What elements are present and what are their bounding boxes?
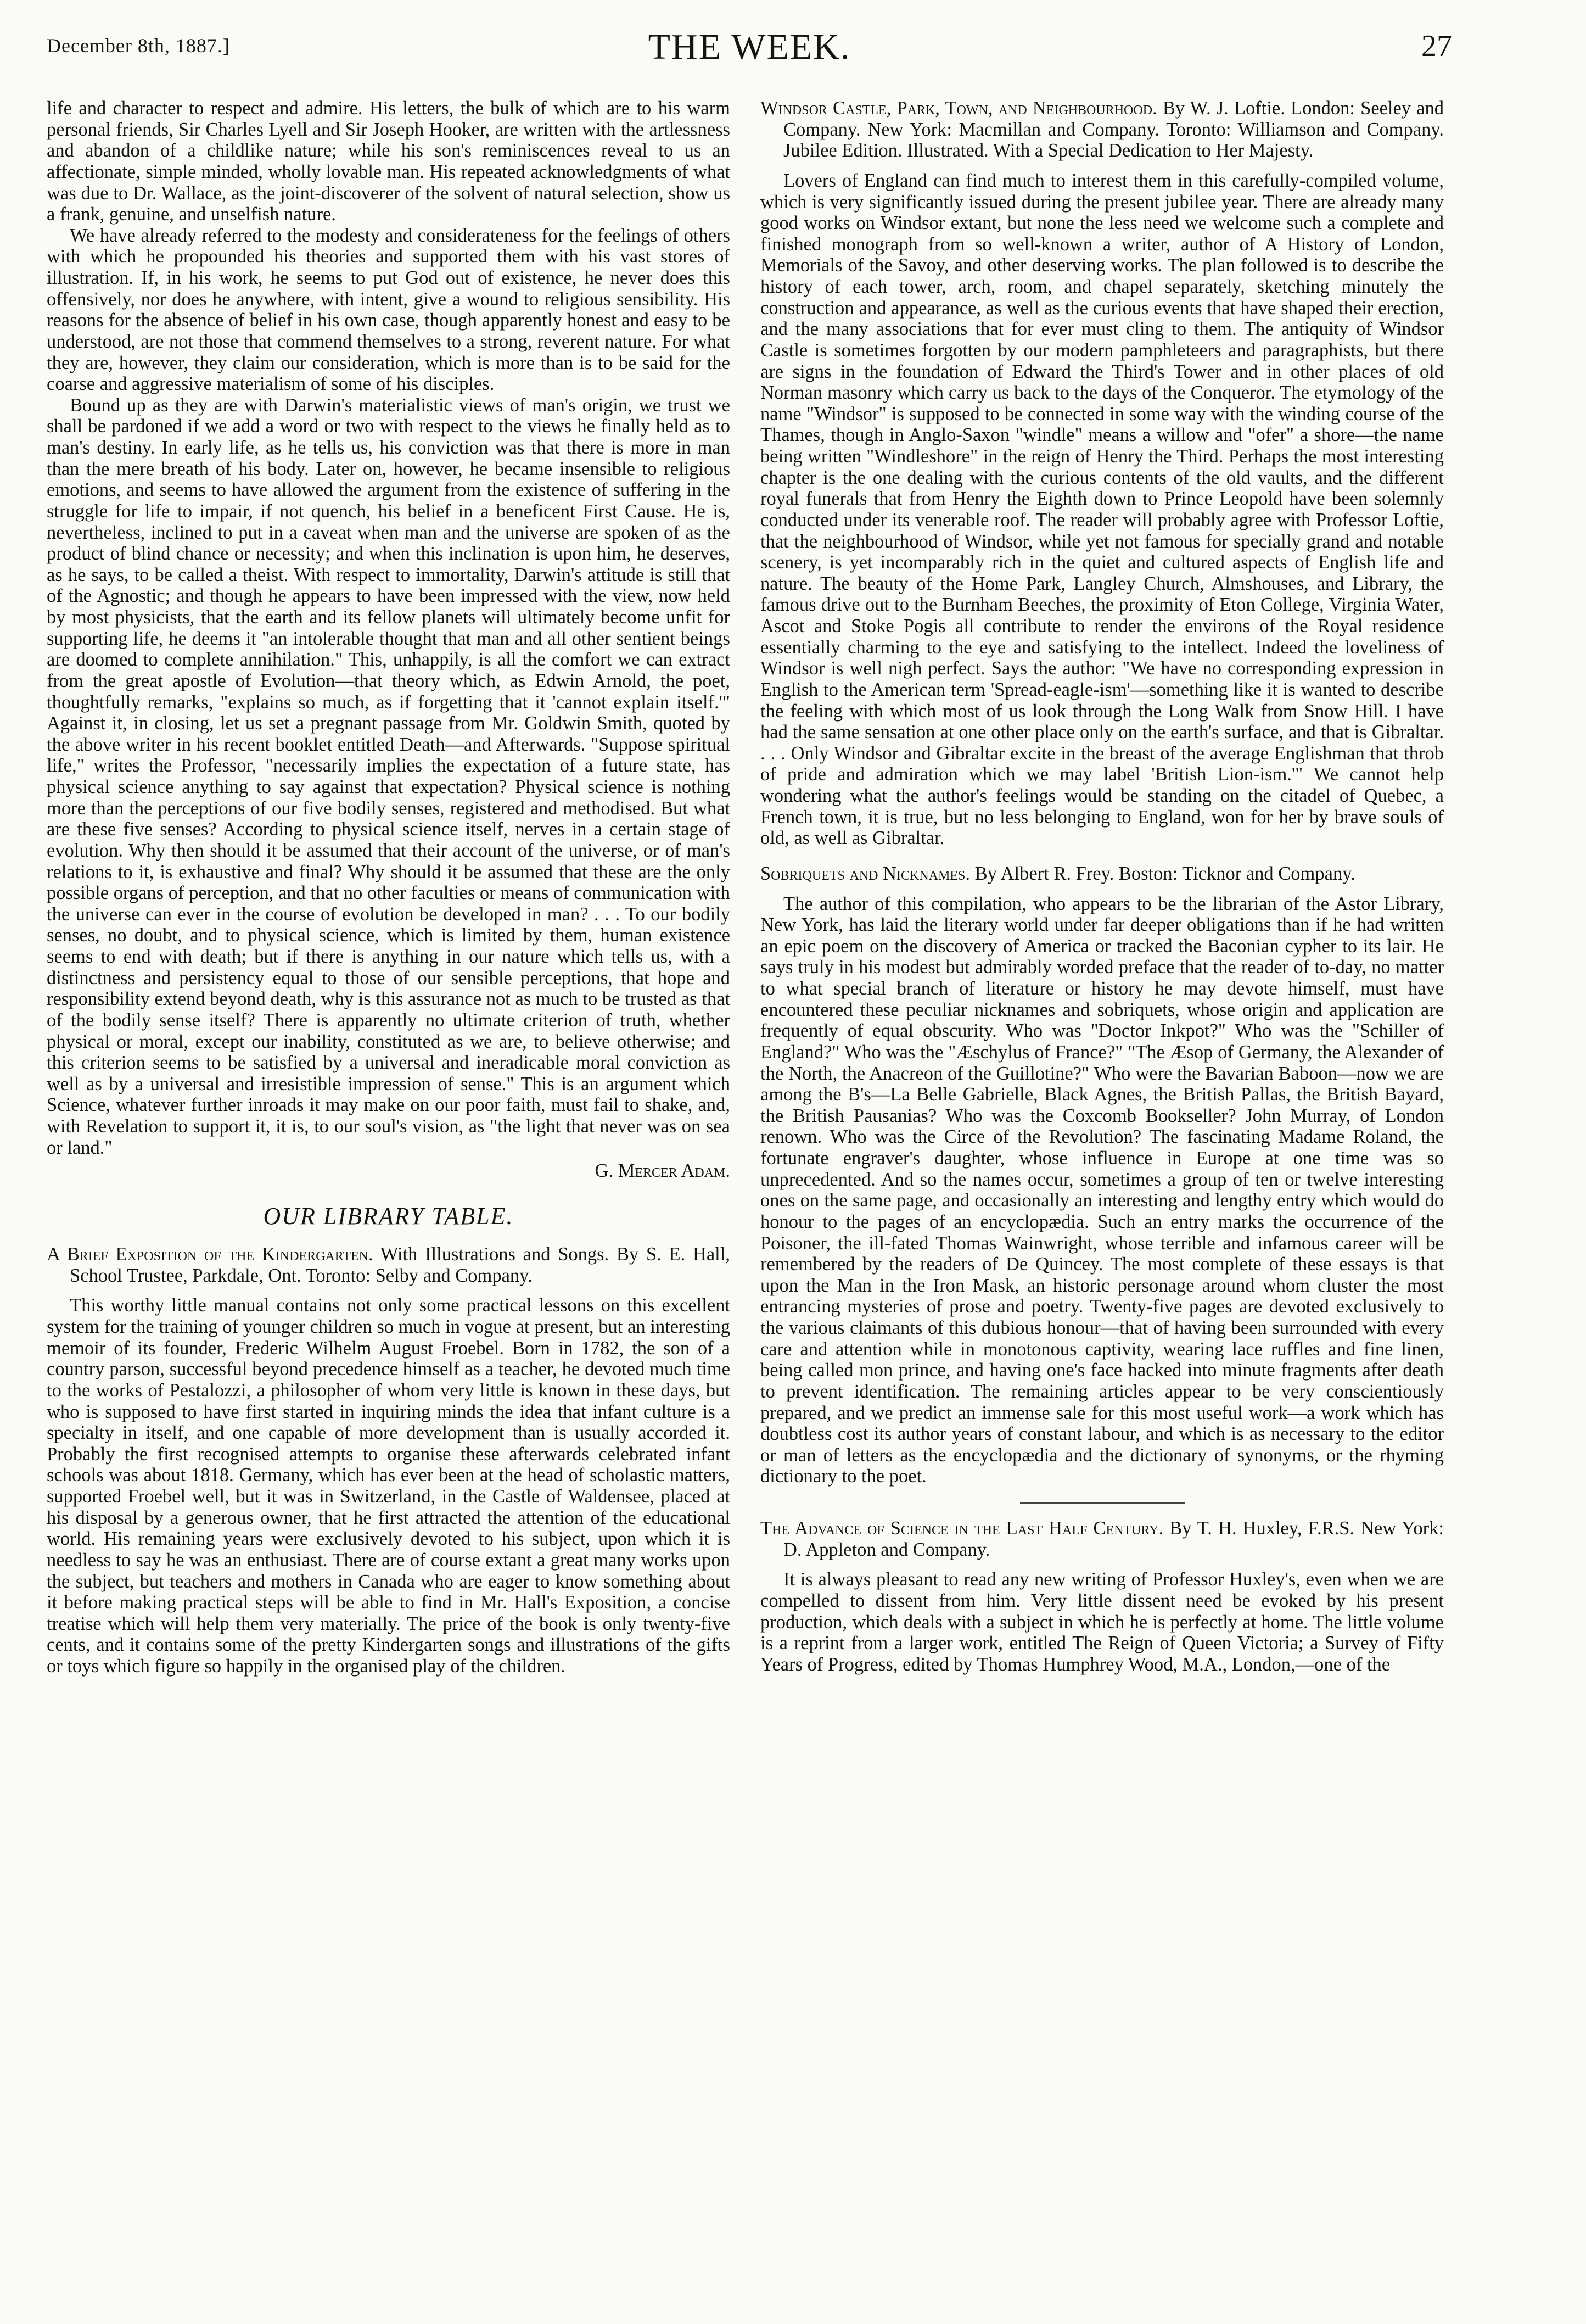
- left-column: [47, 98, 730, 1677]
- issue-date: December 8th, 1887.]: [47, 35, 230, 57]
- darwin-paragraph-1: life and character to respect and admire. His letters, the bulk of which are to his warm personal friends, Sir Charles Lyell and Sir Joseph Hooker, are written with the artlessness and abandon of a childlike nature; while his son's reminiscences reveal to us an affectionate, simple minded, wholly lovable man. His repeated acknowledgments of what was due to Dr. Wallace, as the joint-discoverer of the solvent of natural selection, show us a frank, genuine, and unselfish nature.: [47, 98, 730, 225]
- page-header: [47, 22, 1452, 88]
- page-number: 27: [1421, 29, 1452, 63]
- section-gap: [760, 849, 1444, 863]
- section-title: OUR LIBRARY TABLE.: [263, 1202, 514, 1230]
- sobriquets-book-title: Sobriquets and Nicknames.: [760, 863, 970, 884]
- windsor-review: Lovers of England can find much to interest them in this carefully-compiled volume, which is very significantly issued during the present jubilee year. There are already many good works on Windsor extant, but none the less need we welcome such a complete and finished monograph from so well-known a writer, author of A History of London, Memorials of the Savoy, and other deserving works. The plan followed is to describe the history of each tower, arch, room, and chapel separately, sketching minutely the construction and appearance, as well as the curious events that have shaped their erection, and the many associations that for ever must cling to them. The antiquity of Windsor Castle is sometimes forgotten by our modern pamphleteers and paragraphists, but there are signs in the foundation of Edward the Third's Tower and in other places of old Norman masonry which carry us back to the days of the Conqueror. The etymology of the name "Windsor" is supposed to be connected in some way with the winding course of the Thames, though in Anglo-Saxon "windle" means a willow and "ofer" a shore—the name being written "Windleshore" in the reign of Henry the Third. Perhaps the most interesting chapter is the one dealing with the curious contents of the old vaults, and the different royal funerals that from Henry the Eighth down to Prince Leopold have been solemnly conducted under its venerable roof. The reader will probably agree with Professor Loftie, that the neighbourhood of Windsor, while yet not famous for specially grand and notable scenery, is yet incomparably rich in the quiet and cultured aspects of English life and nature. The beauty of the Home Park, Langley Church, Almshouses, and Library, the famous drive out to the Burnham Beeches, the proximity of Eton College, Virginia Water, Ascot and Stoke Pogis all contribute to render the environs of the Royal residence essentially charming to the eye and satisfying to the intellect. Indeed the loveliness of Windsor is well nigh perfect. Says the author: "We have no corresponding expression in English to the American term 'Spread-eagle-ism'—something like it is wanted to describe the feeling with which most of us look through the Long Walk from Snow Hill. I have had the same sensation at one other place only on the earth's surface, and that is Gibraltar. . . . Only Windsor and Gibraltar excite in the breast of the average Englishman that throb of pride and admiration which we may label 'British Lion-ism.'" We cannot help wondering what the author's feelings would be standing on the citadel of Quebec, a French town, it is true, but no less belonging to England, won for her by brave souls of old, as well as Gibraltar.: [760, 170, 1444, 849]
- kindergarten-book-title: A Brief Exposition of the Kindergarten.: [47, 1244, 373, 1265]
- windsor-entry-heading: [760, 98, 1444, 161]
- science-book-title: The Advance of Science in the Last Half Century.: [760, 1518, 1164, 1539]
- author-signature: G. Mercer Adam.: [595, 1160, 730, 1182]
- sobriquets-entry-heading: [760, 863, 1444, 885]
- sobriquets-review: The author of this compilation, who appears to be the librarian of the Astor Library, New York, has laid the literary world under far deeper obligations than if he had written an epic poem on the discovery of America or tracked the Baconian cypher to its lair. He says truly in his modest but admirably worded preface that the reader of to-day, no matter to what special branch of literature or history he may devote himself, must have encountered these peculiar nicknames and sobriquets, whose origin and application are frequently of equal obscurity. Who was "Doctor Inkpot?" Who was the "Schiller of England?" Who was the "Æschylus of France?" "The Æsop of Germany, the Alexander of the North, the Anacreon of the Guillotine?" Who were the Bavarian Baboon—now we are among the B's—La Belle Gabrielle, Black Agnes, the British Pallas, the British Bayard, the British Pausanias? Who was the Coxcomb Bookseller? John Murray, of London renown. Who was the Circe of the Revolution? The fascinating Madame Roland, the fortunate engraver's daughter, whose influence in Europe at one time was so unprecedented. And so the names occur, sometimes a group of ten or twelve interesting ones on the same page, and occasionally an interesting and lengthy entry which would do honour to the pages of an encyclopædia. Such an entry marks the occurrence of the Poisoner, the ill-fated Thomas Wainwright, whose terrible and infamous career will be remembered by the readers of De Quincey. The most complete of these essays is that upon the Man in the Iron Mask, an historic personage around whom cluster the most entrancing mysteries of prose and poetry. Twenty-five pages are devoted exclusively to the various claimants of this dubious honour—that of having been surrounded with every care and attention while in monotonous captivity, wearing lace ruffles and fine linen, being called mon prince, and having one's face hacked into minute fragments after death to prevent identification. The remaining articles appear to be very conscientiously prepared, and we predict an immense sale for this most useful work—a work which has doubtless cost its author years of constant labour, and which is as necessary to the editor or man of letters as the encyclopædia and the dictionary of synonyms, or the rhyming dictionary to the poet.: [760, 893, 1444, 1487]
- windsor-book-details: By W. J. Loftie. London: Seeley and Company. New York: Macmillan and Company. Toronto: Williamson and Company. Jubilee Edition. Illustrated. With a Special Dedication to Her Majesty.: [783, 98, 1444, 161]
- masthead-title: THE WEEK.: [648, 27, 851, 67]
- right-column: [760, 98, 1444, 1675]
- sobriquets-book-details: By Albert R. Frey. Boston: Ticknor and Company.: [974, 863, 1355, 884]
- science-entry-heading: [760, 1518, 1444, 1560]
- kindergarten-entry-heading: [47, 1244, 730, 1286]
- windsor-book-title: Windsor Castle, Park, Town, and Neighbourhood.: [760, 98, 1157, 119]
- section-separator: [1020, 1502, 1185, 1504]
- darwin-paragraph-3: Bound up as they are with Darwin's materialistic views of man's origin, we trust we shall be pardoned if we add a word or two with respect to the views he finally held as to man's destiny. In early life, as he tells us, his conviction was that there is more in man than the mere breath of his body. Later on, however, he became insensible to religious emotions, and seems to have allowed the argument from the existence of suffering in the struggle for life to impair, if not quench, his belief in a beneficent First Cause. He is, nevertheless, inclined to put in a caveat when man and the universe are spoken of as the product of blind chance or necessity; and when this inclination is upon him, he deserves, as he says, to be called a theist. With respect to immortality, Darwin's attitude is still that of the Agnostic; and though he appears to have been impressed with the view, now held by most physicists, that the earth and its fellow planets will ultimately become unfit for supporting life, he deems it "an intolerable thought that man and all other sentient beings are doomed to complete annihilation." This, unhappily, is all the comfort we can extract from the great apostle of Evolution—that theory which, as Edwin Arnold, the poet, thoughtfully remarks, "explains so much, as if forgetting that it 'cannot explain itself.'" Against it, in closing, let us set a pregnant passage from Mr. Goldwin Smith, quoted by the above writer in his recent booklet entitled Death—and Afterwards. "Suppose spiritual life," writes the Professor, "necessarily implies the expectation of a future state, has physical science anything to say against that expectation? Physical science is nothing more than the perceptions of our five bodily senses, registered and methodised. But what are these five senses? According to physical science itself, nerves in a certain stage of evolution. Why then should it be assumed that their account of the universe, or of man's relations to it, is exhaustive and final? Why should it be assumed that these are the only possible organs of perception, and that no other faculties or means of communication with the universe can ever in the course of evolution be developed in man? . . . To our bodily senses, no doubt, and to physical science, which is limited by them, human existence seems to end with death; but if there is anything in our nature which tells us, with a distinctness and persistency equal to those of our sensible perceptions, that hope and responsibility extend beyond death, why is this assurance not as much to be trusted as that of the bodily sense itself? There is apparently no ultimate criterion of truth, whether physical or moral, except our inability, constituted as we are, to believe otherwise; and this criterion seems to be satisfied by a universal and ineradicable moral conviction as well as by a universal and irresistible impression of sense." This is an argument which Science, whatever further inroads it may make on our poor faith, must fail to shake, and, with Revelation to support it, it is, to our soul's vision, as "the light that never was on sea or land.": [47, 394, 730, 1158]
- kindergarten-book-details: With Illustrations and Songs. By S. E. Hall, School Trustee, Parkdale, Ont. Toronto: Selby and Company.: [70, 1244, 730, 1286]
- kindergarten-review: This worthy little manual contains not only some practical lessons on this excellent system for the training of younger children so much in vogue at present, but an interesting memoir of its founder, Frederic Wilhelm August Froebel. Born in 1782, the son of a country parson, successful beyond precedence himself as a teacher, he devoted much time to the works of Pestalozzi, a philosopher of whom very little is known in these days, but who is supposed to have first started in inquiring minds the idea that infant culture is a specialty in itself, and one capable of more development than is usually accorded it. Probably the first recognised attempts to organise these afterwards celebrated infant schools was about 1818. Germany, which has ever been at the head of scholastic matters, supported Froebel well, but it was in Switzerland, in the Castle of Waldensee, placed at his disposal by a generous owner, that he first attracted the attention of the educational world. His remaining years were exclusively devoted to his subject, upon which it is needless to say he was an enthusiast. There are of course extant a great many works upon the subject, but teachers and mothers in Canada who are eager to know something about it before making practical steps will be able to find in Mr. Hall's Exposition, a concise treatise which will help them very materially. The price of the book is only twenty-five cents, and it contains some of the pretty Kindergarten songs and illustrations of the gifts or toys which figure so happily in the organised play of the children.: [47, 1295, 730, 1677]
- science-book-details: By T. H. Huxley, F.R.S. New York: D. Appleton and Company.: [783, 1518, 1444, 1560]
- science-review: It is always pleasant to read any new writing of Professor Huxley's, even when we are compelled to dissent from him. Very little dissent need be evoked by his present production, which deals with a subject in which he is perfectly at home. The little volume is a reprint from a larger work, entitled The Reign of Queen Victoria; a Survey of Fifty Years of Progress, edited by Thomas Humphrey Wood, M.A., London,—one of the: [760, 1569, 1444, 1675]
- header-rule: [47, 88, 1452, 90]
- darwin-paragraph-2: We have already referred to the modesty and considerateness for the feelings of others with which he propounded his theories and supported them with his vast stores of illustration. If, in his work, he seems to put God out of existence, he never does this offensively, nor does he anywhere, with intent, give a wound to religious sensibility. His reasons for the absence of belief in his own case, though apparently honest and easy to be understood, are not those that commend themselves to a strong, reverent nature. For what they are, however, they claim our consideration, which is more than is to be said for the coarse and aggressive materialism of some of his disciples.: [47, 225, 730, 395]
